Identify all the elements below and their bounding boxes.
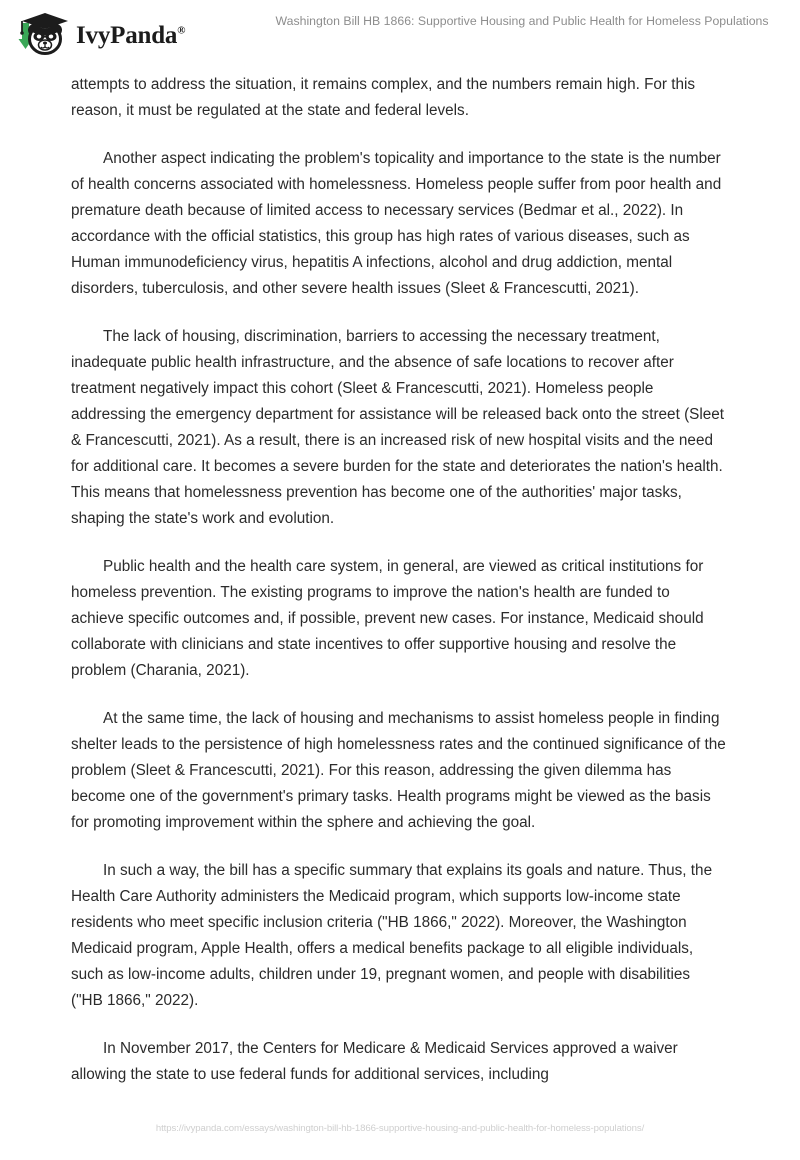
paragraph: Another aspect indicating the problem's topicality and importance to the state is the number of health concerns associated with homelessness. Homeless people suffer from poor health and premature death because of limited access to necessary services (Bedmar et al., 2022). In accordance with the official statistics, this group has high rates of various diseases, such as Human immunodeficiency virus, hepatitis A infections, alcohol and drug addiction, mental disorders, tuberculosis, and other severe health issues (Sleet & Francescutti, 2021). — [71, 150, 722, 297]
panda-graduation-cap-logo-icon — [14, 10, 70, 56]
paragraph: In such a way, the bill has a specific summary that explains its goals and nature. Thus, the Health Care Authority administers the Medicaid program, which supports low-income state residents who meet specific inclusion criteria ("HB 1866," 2022). Moreover, the Washington Medicaid program, Apple Health, offers a medical benefits package to all eligible individuals, such as low-income adults, children under 19, pregnant women, and people with disabilities ("HB 1866," 2022). — [71, 862, 713, 1009]
brand-name-text: IvyPanda — [76, 21, 178, 49]
registered-mark: ® — [177, 24, 186, 37]
page-header — [0, 0, 800, 58]
source-url[interactable]: https://ivypanda.com/essays/washington-bill-hb-1866-supportive-housing-and-public-health-for-homeless-populations/ — [155, 1123, 645, 1134]
paragraph: At the same time, the lack of housing and mechanisms to assist homeless people in finding shelter leads to the persistence of high homelessness rates and the continued significance of the problem (Sleet & Francescutti, 2021). For this reason, addressing the given dilemma has become one of the government's primary tasks. Health programs might be viewed as the basis for promoting improvement within the sphere and achieving the goal. — [71, 710, 726, 831]
paragraph: The lack of housing, discrimination, barriers to accessing the necessary treatment, inadequate public health infrastructure, and the absence of safe locations to recover after treatment negatively impact this cohort (Sleet & Francescutti, 2021). Homeless people addressing the emergency department for assistance will be released back onto the street (Sleet & Francescutti, 2021). As a result, there is an increased risk of new hospital visits and the need for additional care. It becomes a severe burden for the state and deteriorates the nation's health. This means that homelessness prevention has become one of the authorities' major tasks, shaping the state's work and evolution. — [71, 328, 725, 527]
document-title-header: Washington Bill HB 1866: Supportive Housing and Public Health for Homeless Populations — [275, 14, 769, 28]
paragraph: attempts to address the situation, it remains complex, and the numbers remain high. For this reason, it must be regulated at the state and federal levels. — [71, 76, 696, 119]
page-footer — [0, 1118, 800, 1136]
document-body — [71, 72, 726, 1110]
paragraph: In November 2017, the Centers for Medicare & Medicaid Services approved a waiver allowing the state to use federal funds for additional services, including — [71, 1040, 678, 1083]
paragraph: Public health and the health care system, in general, are viewed as critical institutions for homeless prevention. The existing programs to improve the nation's health are funded to achieve specific outcomes and, if possible, prevent new cases. For instance, Medicaid should collaborate with clinicians and state incentives to offer supportive housing and resolve the problem (Charania, 2021). — [71, 558, 704, 679]
brand-name — [76, 23, 185, 48]
brand-logo[interactable] — [14, 10, 185, 56]
